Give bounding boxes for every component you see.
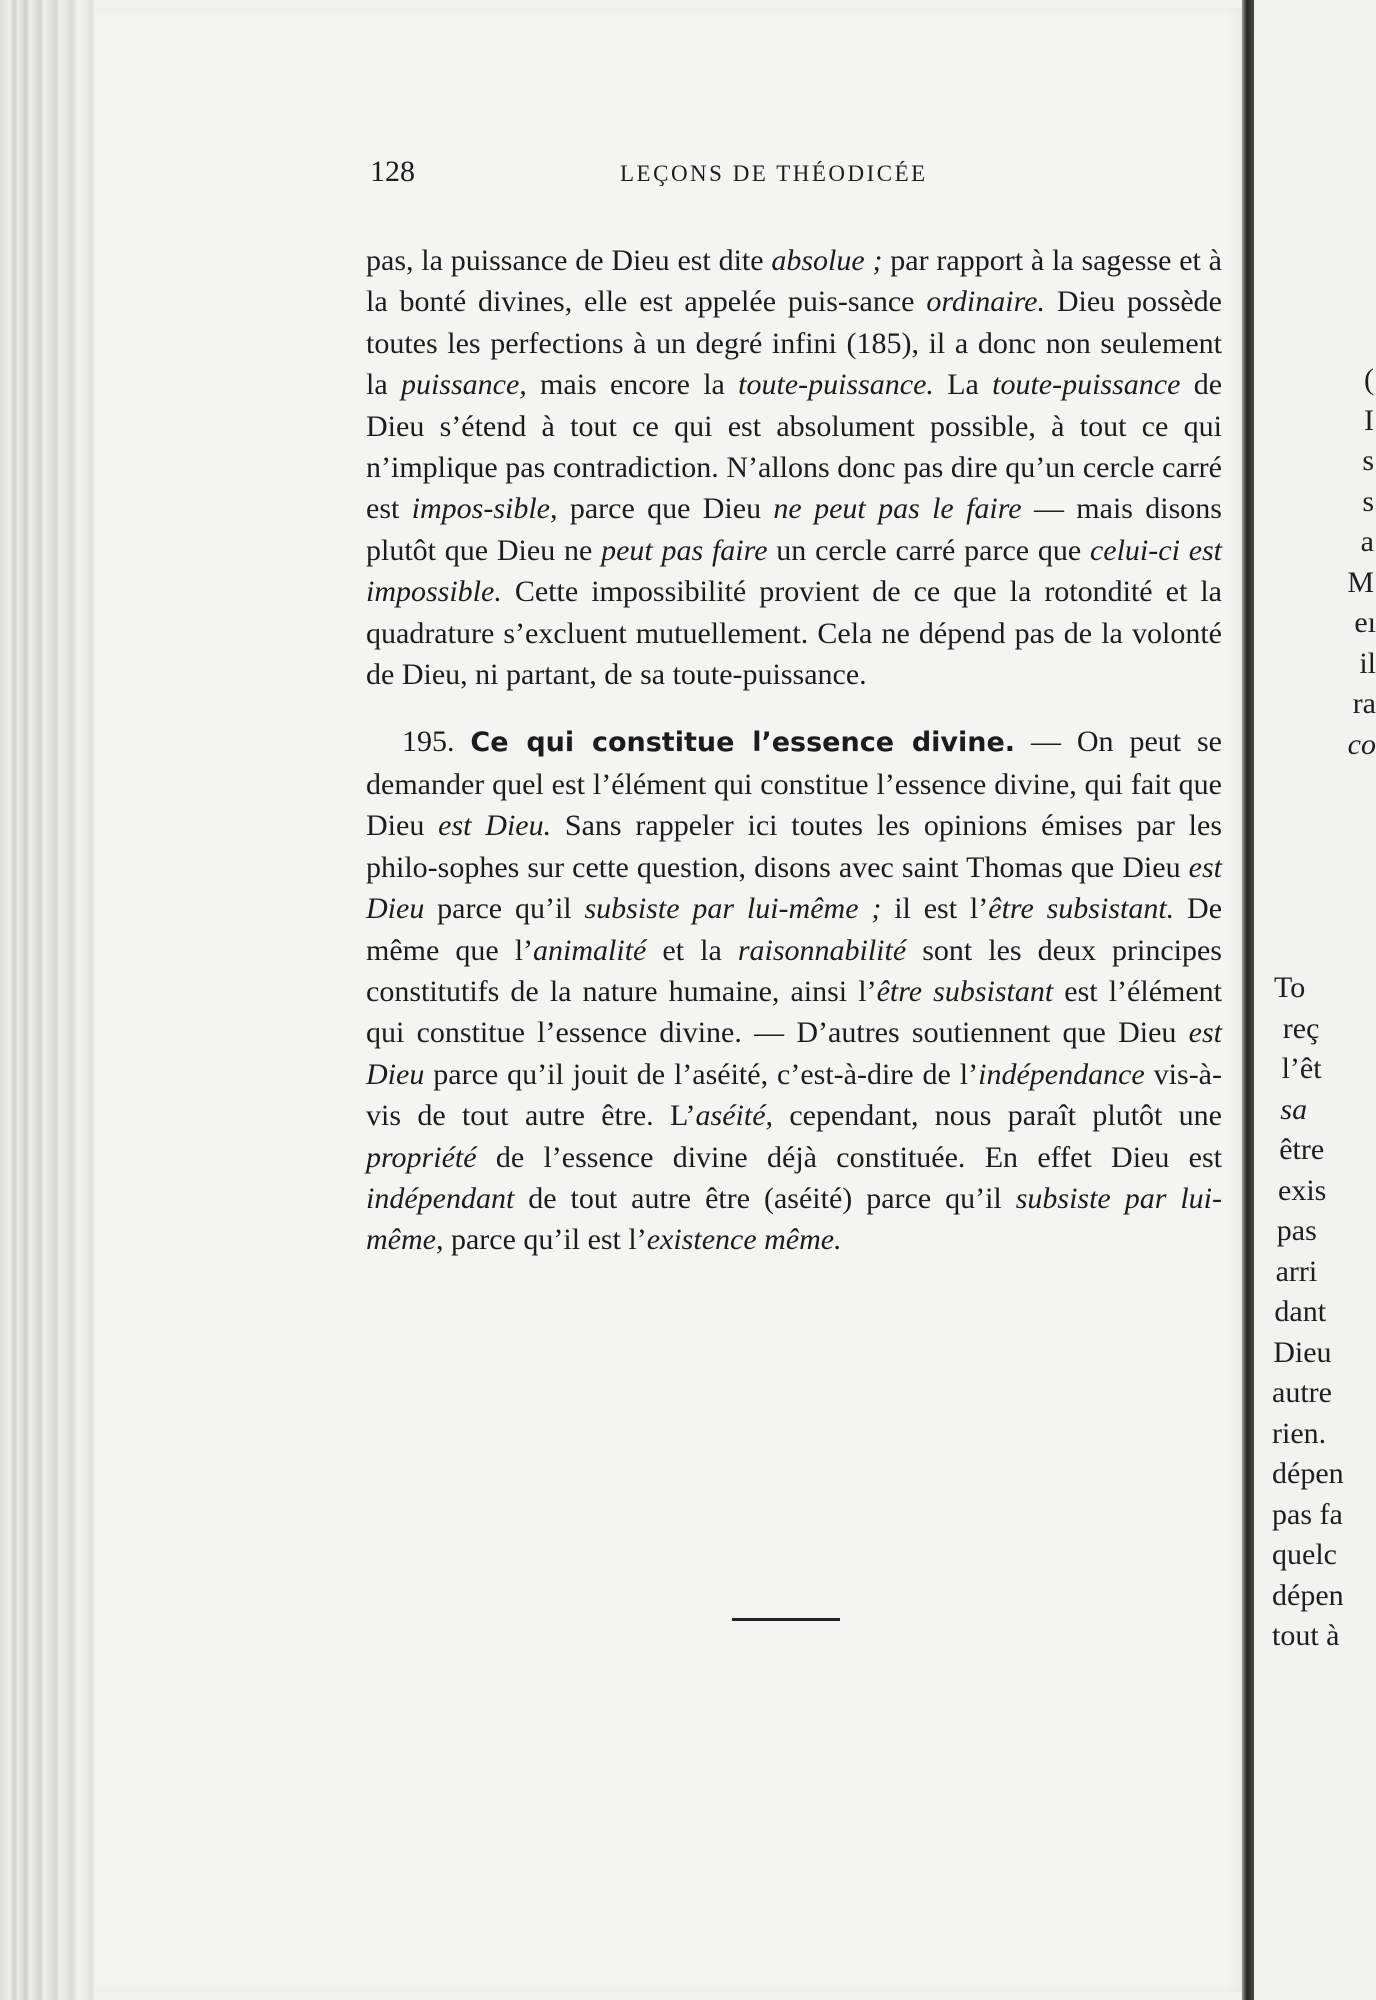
text-run: parce qu’il est l’ [443, 1223, 647, 1257]
facing-line: exis [1278, 1173, 1327, 1207]
italic-run: subsiste par lui-même ; [584, 892, 882, 926]
text-run: il est l’ [881, 892, 989, 926]
italic-run: est Dieu [366, 850, 1222, 926]
italic-run: peut pas faire [601, 533, 768, 567]
facing-line: ra [1352, 687, 1376, 720]
italic-run: indépendance [978, 1057, 1145, 1091]
body-text [366, 240, 1222, 1261]
facing-line: dépen [1272, 1578, 1344, 1612]
facing-line: autre [1272, 1376, 1332, 1409]
text-run: vis-à-vis de tout autre être. L’ [366, 1057, 1222, 1133]
paragraph-essence-divine [366, 721, 1222, 1260]
facing-line: dant [1274, 1295, 1327, 1328]
italic-run: indépendant [366, 1181, 515, 1215]
page-edges [0, 0, 96, 2000]
text-run: Cette impossibilité provient de ce que la rotondité et la quadrature s’excluent mutuellement. Cela ne dépend pas de la volonté de Dieu, ni partant, de sa toute-puissance. [366, 575, 1222, 692]
facing-line: sa [1280, 1092, 1308, 1126]
facing-line: il [1359, 646, 1376, 680]
italic-run: puissance, [400, 368, 527, 402]
italic-run: raisonnabilité [737, 933, 907, 967]
text-run: parce qu’il [424, 892, 585, 926]
text-run: 195. [402, 725, 471, 759]
facing-line: dépen [1272, 1457, 1344, 1490]
facing-line: eı [1354, 606, 1376, 639]
italic-run: subsiste par lui-même, [366, 1181, 1222, 1257]
text-run: pas, la puissance de Dieu est dite [366, 244, 772, 277]
text-run: cependant, nous paraît plutôt une [773, 1099, 1222, 1133]
italic-run: animalité [533, 933, 647, 967]
italic-run: être subsistant [876, 974, 1054, 1008]
book-gutter [1242, 0, 1254, 2000]
text-run: parce qu’il jouit de l’aséité, c’est-à-dire de l’ [424, 1057, 979, 1091]
facing-line: a [1360, 525, 1374, 558]
facing-line: I [1364, 403, 1374, 437]
text-run: de tout autre être (aséité) parce qu’il [514, 1181, 1016, 1215]
italic-run: absolue ; [771, 244, 883, 277]
italic-run: ordinaire. [926, 285, 1045, 319]
text-run: un cercle carré parce que [767, 533, 1090, 567]
facing-line: quelc [1272, 1538, 1337, 1571]
text-run: par rapport à la sagesse et à la bonté divines, elle est appelée puis-sance [366, 244, 1222, 319]
text-run: et la [646, 933, 738, 967]
facing-line: pas fa [1272, 1497, 1343, 1531]
italic-run: propriété [366, 1140, 477, 1174]
facing-line: ( [1364, 363, 1374, 396]
end-rule [732, 1618, 840, 1621]
text-run: Dieu possède toutes les perfections à un degré infini (185), il a donc non seulement la [366, 285, 1222, 402]
italic-run: toute-puissance [992, 368, 1181, 402]
facing-line: s [1362, 444, 1374, 477]
facing-line: l’êt [1281, 1052, 1322, 1085]
facing-line: être [1279, 1133, 1325, 1166]
italic-run: est Dieu [366, 1016, 1222, 1091]
paragraph-puissance [366, 240, 1222, 695]
facing-line: rien. [1272, 1416, 1327, 1450]
text-run: de l’essence divine déjà constituée. En effet Dieu est [476, 1140, 1222, 1174]
text-run: — On peut se demander quel est l’élément qui constitue l’essence divine, qui fait que Dieu [366, 725, 1222, 843]
facing-line: Dieu [1273, 1335, 1332, 1369]
italic-run: existence même. [646, 1223, 842, 1257]
text-run: mais encore la [526, 368, 739, 402]
italic-run: toute-puissance. [738, 368, 934, 402]
facing-line: pas [1276, 1214, 1317, 1247]
page-header [370, 152, 1220, 196]
facing-line: s [1362, 484, 1374, 518]
facing-line: arri [1275, 1254, 1318, 1288]
facing-line: co [1347, 727, 1376, 761]
text-run: parce que Dieu [557, 492, 774, 526]
text-run: sont les deux principes constitutifs de la nature humaine, ainsi l’ [366, 933, 1222, 1008]
text-run: De même que l’ [366, 892, 1223, 967]
facing-line: M [1347, 565, 1374, 599]
page-number: 128 [370, 155, 415, 188]
italic-run: celui-ci est impossible. [366, 533, 1223, 609]
text-run: de Dieu s’étend à tout ce qui est absolument possible, à tout ce qui n’implique pas contradiction. N’allons donc pas dire qu’un cercle carré est [366, 368, 1223, 526]
italic-run: impos-sible, [411, 492, 558, 526]
italic-run: être subsistant. [988, 892, 1175, 926]
running-head: LEÇONS DE THÉODICÉE [620, 161, 928, 186]
text-run: La [933, 368, 993, 402]
section-heading: Ce qui constitue l’essence divine. [470, 727, 1016, 759]
italic-run: est Dieu. [438, 809, 552, 843]
text-run: Sans rappeler ici toutes les opinions émises par les philo-sophes sur cette question, disons avec saint Thomas que Dieu [366, 809, 1222, 884]
italic-run: ne peut pas le faire [773, 492, 1022, 526]
text-run: est l’élément qui constitue l’essence divine. — D’autres soutiennent que Dieu [366, 974, 1222, 1050]
facing-line: tout à [1272, 1619, 1340, 1652]
facing-page-fragment [1254, 28, 1376, 2000]
text-run: — mais disons plutôt que Dieu ne [366, 492, 1222, 567]
italic-run: aséité, [695, 1099, 774, 1133]
facing-line: reç [1282, 1011, 1320, 1045]
facing-line: To [1274, 971, 1306, 1004]
